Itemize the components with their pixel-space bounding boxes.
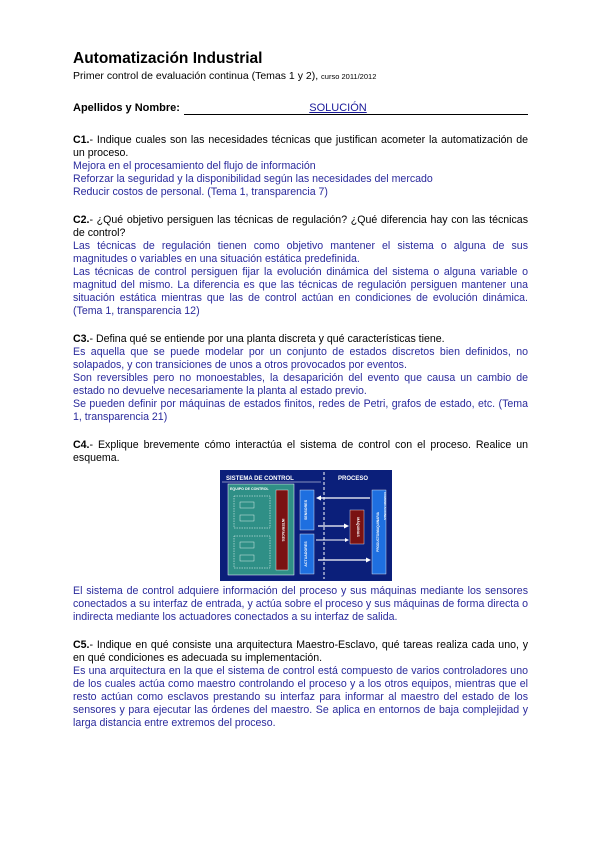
question-5-number: C5. (73, 639, 90, 651)
document-subtitle (73, 70, 528, 83)
question-2-text (73, 214, 528, 240)
answer-3-paragraph: Es aquella que se puede modelar por un conjunto de estados discretos bien definidos, no solapados, y con transiciones de unos a otros provocados por eventos. (73, 346, 528, 371)
question-1 (73, 134, 528, 199)
answer-2-paragraph: Las técnicas de regulación tienen como objetivo mantener el sistema o alguna de sus magnitudes o variables en una situación estática predefinida. (73, 240, 528, 265)
question-1-text (73, 134, 528, 160)
answer-3-paragraph: Se pueden definir por máquinas de estados finitos, redes de Petri, grafos de estado, etc. (Tema 1, transparencia 21) (73, 398, 528, 423)
student-name-value: SOLUCIÓN (309, 102, 367, 114)
interfaces-label: INTERFACES (281, 518, 285, 542)
student-name-field (184, 101, 528, 115)
question-4-number: C4. (73, 439, 90, 451)
control-equipment-label: EQUIPO DE CONTROL (230, 487, 269, 491)
answer-5-paragraph: Es una arquitectura en la que el sistema de control está compuesto de varios controladores uno de los cuales actúa como maestro controlando el proceso y a los otros equipos, mientras que el resto actúan como esclavos prestando su interfaz para informar al maestro del estado de los sensores y para ejecutar las órdenes del maestro. Se aplica en entornos de baja complejidad y larga distancia entre extremos del proceso. (73, 665, 528, 729)
question-3-number: C3. (73, 333, 90, 345)
question-2 (73, 214, 528, 318)
machines-label: MÁQUINAS (356, 517, 360, 537)
answer-3-paragraph: Son reversibles pero no monoestables, la desaparición del evento que causa un cambio de estado no devuelve necesariamente la planta al estado previo. (73, 372, 528, 397)
question-1-body: - Indique cuales son las necesidades técnicas que justifican acometer la automatización de un proceso. (73, 134, 528, 159)
question-2-number: C2. (73, 214, 90, 226)
student-label-text: Apellidos y Nombre (73, 102, 177, 114)
answer-2-paragraph: Las técnicas de control persiguen fijar la evolución dinámica del sistema o alguna variable o magnitud del mismo. La diferencia es que las técnicas de regulación persiguen mantener una situación estática mientras que las de control actúan en condiciones de evolución dinámica. (Tema 1, transparencia 12) (73, 266, 528, 317)
answer-4-paragraph: El sistema de control adquiere información del proceso y sus máquinas mediante los sensores conectados a su interfaz de entrada, y actúa sobre el proceso y sus máquinas de forma directa o indirecta mediante los actuadores conectados a su interfaz de salida. (73, 585, 528, 623)
answer-1-line: Reducir costos de personal. (Tema 1, transparencia 7) (73, 186, 328, 198)
answer-1-line: Reforzar la seguridad y la disponibilidad según las necesidades del mercado (73, 173, 433, 185)
question-3-body: - Defina qué se entiende por una planta discreta y qué características tiene. (89, 333, 445, 345)
student-name-row (73, 101, 528, 115)
question-2-body: - ¿Qué objetivo persiguen las técnicas de regulación? ¿Qué diferencia hay con las técnicas de control? (73, 214, 528, 239)
question-5-text (73, 639, 528, 665)
actuators-label: ACTUADORES (304, 541, 308, 567)
document-title: Automatización Industrial (73, 50, 263, 67)
question-5-body: - Indique en qué consiste una arquitectura Maestro-Esclavo, qué tareas realiza cada uno, y en qué condiciones es adecuada su implementación. (73, 639, 528, 664)
communications-label: COMUNICACIONES (383, 491, 387, 521)
subtitle-text: Primer control de evaluación continua (Temas 1 y 2), (73, 70, 319, 82)
control-system-diagram (220, 470, 392, 581)
product-label: PRODUCTO/MAQUINARIA (376, 512, 380, 552)
question-3-text (73, 333, 528, 346)
course-text: curso 2011/2012 (321, 72, 377, 81)
process-label: PROCESO (338, 476, 369, 482)
question-5 (73, 639, 528, 730)
student-name-label: Apellidos y Nombre: (73, 102, 180, 114)
sensors-label: SENSORES (304, 500, 308, 520)
question-4-body: - Explique brevemente cómo interactúa el sistema de control con el proceso. Realice un esquema. (73, 439, 528, 464)
question-4-text (73, 439, 528, 465)
exam-page (73, 50, 528, 730)
question-3 (73, 333, 528, 424)
control-system-label: SISTEMA DE CONTROL (226, 476, 294, 482)
answer-1-line: Mejora en el procesamiento del flujo de información (73, 160, 316, 172)
question-4 (73, 439, 528, 624)
question-1-number: C1. (73, 134, 90, 146)
